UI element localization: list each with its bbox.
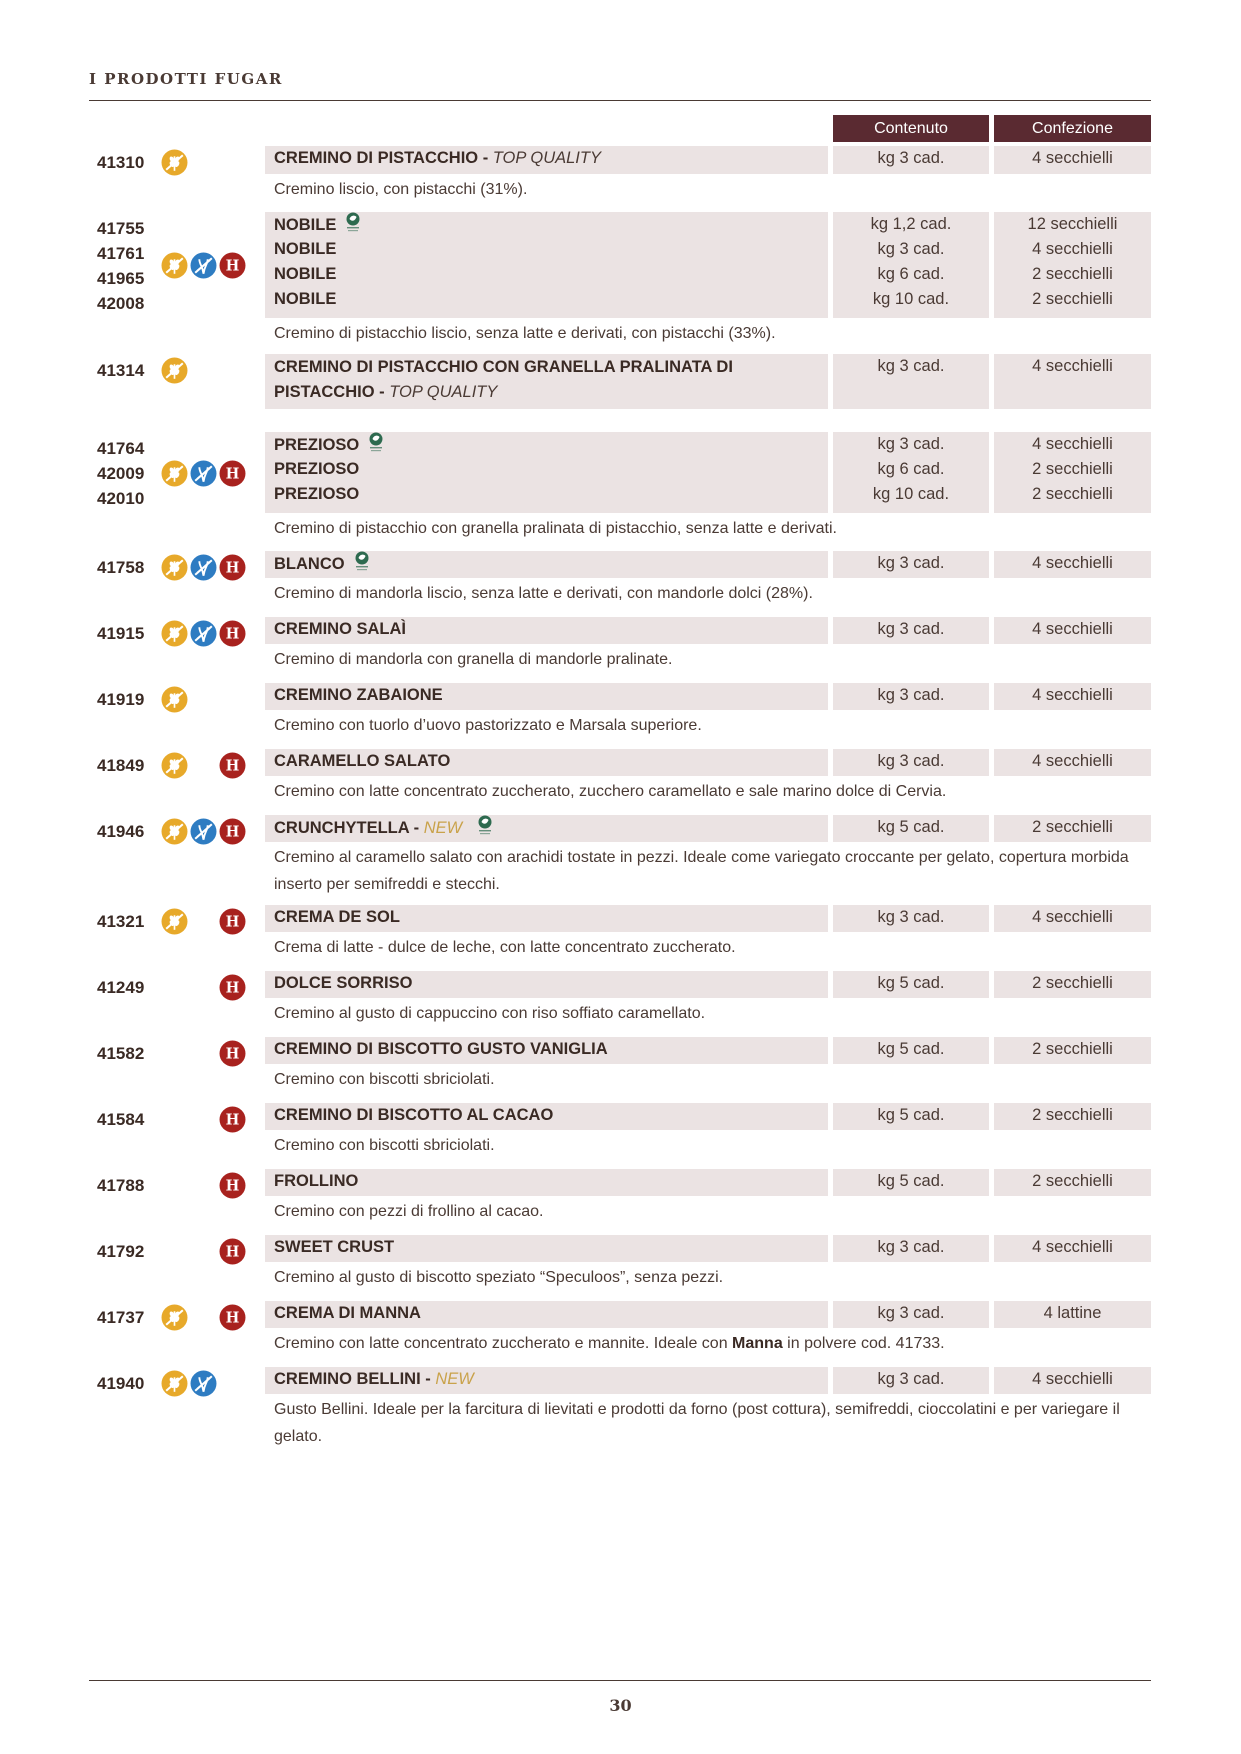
confezione-cell [994,749,1151,776]
confezione-cell [994,1235,1151,1262]
product-icons [161,1040,261,1068]
product-name [265,287,828,312]
svg-text:H: H [225,625,240,643]
product-description: Cremino con tuorlo d’uovo pastorizzato e Marsala superiore. [274,717,702,734]
vegan-icon [190,554,218,582]
product-name-cell [265,1301,828,1328]
vegan-icon [190,1370,218,1398]
product-icons [161,908,261,936]
contenuto-cell [833,1103,989,1130]
product-icons [161,1304,261,1332]
product-name [265,749,828,774]
hot-process-icon [219,1106,247,1134]
confezione-cell [994,971,1151,998]
confezione-cell [994,212,1151,318]
contenuto-value: kg 1,2 cad. [870,215,952,233]
description-text: in polvere cod. 41733. [782,1335,945,1352]
product-name [265,1169,828,1194]
product-name-cell [265,432,828,513]
product-name [265,354,828,405]
gluten-free-icon [161,1304,189,1332]
svg-text:H: H [225,1243,240,1261]
product-name-cell [265,905,828,932]
confezione-value: 4 lattine [1043,1304,1102,1322]
contenuto-cell [833,146,989,174]
confezione-cell [994,1037,1151,1064]
hot-process-icon [219,620,247,648]
contenuto-value: kg 5 cad. [877,818,945,836]
product-description: Cremino al gusto di cappuccino con riso soffiato caramellato. [274,1005,706,1022]
product-entry [0,1367,1241,1451]
svg-text:H: H [225,1309,240,1327]
product-description: Cremino di pistacchio liscio, senza latte e derivati, con pistacchi (33%). [274,325,776,342]
product-name [265,1103,828,1128]
confezione-value: 2 secchielli [1032,818,1113,836]
hot-process-icon [219,1040,247,1068]
product-name-text: CREMINO DI BISCOTTO GUSTO VANIGLIA [274,1040,608,1058]
product-name-cell [265,617,828,644]
product-icons [161,149,261,177]
product-name-text: NOBILE [274,290,337,308]
product-name [265,1367,828,1392]
confezione-cell [994,146,1151,174]
product-name [265,905,828,930]
confezione-value: 2 secchielli [1032,974,1113,992]
gluten-free-icon [161,752,189,780]
product-codes [97,436,163,511]
product-code: 42009 [97,464,145,483]
contenuto-cell [833,905,989,932]
svg-text:H: H [225,1045,240,1063]
page-number: 30 [609,1696,632,1715]
contenuto-value: kg 3 cad. [877,149,945,167]
product-name [265,617,828,642]
product-code: 41761 [97,244,145,263]
product-codes [97,1173,163,1198]
gluten-free-icon [161,460,189,488]
product-code: 41314 [97,361,145,380]
product-description: Cremino al caramello salato con arachidi tostate in pezzi. Ideale come variegato croccante per gelato, copertura morbida inserto per semifreddi e stecchi. [274,849,1129,893]
svg-text:H: H [225,1111,240,1129]
product-description: Cremino con latte concentrato zuccherato, zucchero caramellato e sale marino dolce di Cervia. [274,783,947,800]
hot-process-icon [219,818,247,846]
gluten-free-icon [161,686,189,714]
hot-process-icon [219,1238,247,1266]
product-code: 41584 [97,1110,145,1129]
product-code: 41755 [97,219,145,238]
confezione-value: 2 secchielli [1032,485,1113,503]
product-entry [0,354,1241,409]
product-name [265,482,828,507]
confezione-value: 4 secchielli [1032,554,1113,572]
product-name-cell [265,1367,828,1394]
product-name [265,683,828,708]
confezione-cell [994,551,1151,578]
product-name-text: CREMINO DI BISCOTTO AL CACAO [274,1106,554,1124]
svg-text:H: H [225,257,240,275]
contenuto-cell [833,1169,989,1196]
product-name-cell [265,354,828,409]
product-description: Gusto Bellini. Ideale per la farcitura di lievitati e prodotti da forno (post cottura), semifreddi, cioccolatini e per variegare il gelato. [274,1401,1120,1445]
leaf-certification-icon [476,815,494,845]
product-name-text: BLANCO [274,555,345,573]
product-description: Cremino con pezzi di frollino al cacao. [274,1203,544,1220]
product-codes [97,975,163,1000]
leaf-certification-icon [344,212,362,242]
product-description: Cremino di pistacchio con granella pralinata di pistacchio, senza latte e derivati. [274,520,837,537]
product-description: Cremino di mandorla con granella di mandorle pralinate. [274,651,673,668]
confezione-value: 2 secchielli [1032,1106,1113,1124]
confezione-value: 4 secchielli [1032,752,1113,770]
product-name-text: FROLLINO [274,1172,359,1190]
hot-process-icon [219,554,247,582]
product-code: 41310 [97,153,145,172]
vegan-icon [190,620,218,648]
product-name-cell [265,815,828,842]
product-icons [161,620,261,648]
product-name-text: CREMINO DI PISTACCHIO - [274,149,493,167]
hot-process-icon [219,1304,247,1332]
contenuto-cell [833,617,989,644]
contenuto-cell [833,1301,989,1328]
page-header-title: I PRODOTTI FUGAR [89,70,283,88]
product-name-cell [265,1235,828,1262]
product-code: 41915 [97,624,145,643]
product-codes [97,621,163,646]
confezione-value: 4 secchielli [1032,357,1113,375]
product-name [265,457,828,482]
product-name [265,1301,828,1326]
product-name-text: CREMINO BELLINI - [274,1370,436,1388]
contenuto-value: kg 10 cad. [872,290,950,308]
product-icons [161,974,261,1002]
product-description [274,1330,1151,1357]
product-name-cell [265,683,828,710]
svg-text:H: H [225,757,240,775]
product-codes [97,1239,163,1264]
contenuto-value: kg 3 cad. [877,620,945,638]
product-name-text: CREMINO DI PISTACCHIO CON GRANELLA PRALINATA DI PISTACCHIO - [274,358,733,401]
product-code: 41758 [97,558,145,577]
product-code: 41249 [97,978,145,997]
contenuto-value: kg 3 cad. [877,686,945,704]
footer-divider [89,1680,1151,1681]
confezione-value: 4 secchielli [1032,149,1113,167]
product-code: 42008 [97,294,145,313]
new-badge: NEW [423,819,463,837]
contenuto-value: kg 3 cad. [877,357,945,375]
product-codes [97,819,163,844]
column-header-confezione: Confezione [994,115,1151,142]
product-name-text: CREMINO SALAÌ [274,620,406,638]
product-code: 41940 [97,1374,145,1393]
top-quality-tag: TOP QUALITY [389,383,498,401]
product-icons [161,357,261,385]
product-reference: Manna [732,1335,783,1352]
product-code: 41792 [97,1242,145,1261]
confezione-cell [994,683,1151,710]
product-name-cell [265,1037,828,1064]
product-name-text: PREZIOSO [274,436,360,454]
hot-process-icon [219,252,247,280]
contenuto-value: kg 3 cad. [877,554,945,572]
contenuto-cell [833,432,989,513]
vegan-icon [190,818,218,846]
product-code: 42010 [97,489,145,508]
product-name-cell [265,551,828,578]
product-codes [97,555,163,580]
contenuto-value: kg 3 cad. [877,1304,945,1322]
gluten-free-icon [161,149,189,177]
product-code: 41788 [97,1176,145,1195]
gluten-free-icon [161,554,189,582]
product-description: Crema di latte - dulce de leche, con latte concentrato zuccherato. [274,939,736,956]
product-name-cell [265,971,828,998]
hot-process-icon [219,460,247,488]
svg-text:H: H [225,913,240,931]
product-name-text: CREMINO ZABAIONE [274,686,443,704]
product-icons [161,1238,261,1266]
product-codes [97,687,163,712]
svg-text:H: H [225,979,240,997]
product-name [265,1235,828,1260]
product-icons [161,818,261,846]
product-icons [161,460,261,488]
product-name-cell [265,146,828,174]
confezione-value: 4 secchielli [1032,435,1113,453]
product-code: 41965 [97,269,145,288]
description-text: Cremino con latte concentrato zuccherato e mannite. Ideale con [274,1335,733,1352]
contenuto-cell [833,212,989,318]
contenuto-value: kg 6 cad. [877,265,945,283]
svg-text:H: H [225,465,240,483]
product-code: 41919 [97,690,145,709]
contenuto-value: kg 3 cad. [877,435,945,453]
confezione-value: 4 secchielli [1032,1238,1113,1256]
product-codes [97,909,163,934]
confezione-value: 2 secchielli [1032,290,1113,308]
product-name-cell [265,1169,828,1196]
product-name-text: CRUNCHYTELLA - [274,819,424,837]
product-entry [0,815,1241,899]
confezione-cell [994,1301,1151,1328]
product-codes [97,358,163,383]
product-icons [161,752,261,780]
contenuto-value: kg 3 cad. [877,752,945,770]
product-name [265,432,828,457]
product-codes [97,1305,163,1330]
contenuto-value: kg 5 cad. [877,1172,945,1190]
confezione-value: 4 secchielli [1032,620,1113,638]
vegan-icon [190,460,218,488]
hot-process-icon [219,752,247,780]
product-code: 41849 [97,756,145,775]
product-name-text: PREZIOSO [274,485,360,503]
contenuto-value: kg 3 cad. [877,240,945,258]
confezione-cell [994,432,1151,513]
product-name-text: CREMA DE SOL [274,908,400,926]
leaf-certification-icon [353,551,371,581]
product-code: 41764 [97,439,145,458]
product-icons [161,1172,261,1200]
gluten-free-icon [161,818,189,846]
product-description: Cremino liscio, con pistacchi (31%). [274,181,528,198]
product-name-cell [265,749,828,776]
product-codes [97,1107,163,1132]
confezione-value: 12 secchielli [1027,215,1118,233]
product-name-text: NOBILE [274,216,337,234]
product-name [265,212,828,237]
product-codes [97,216,163,316]
confezione-value: 2 secchielli [1032,265,1113,283]
product-name-text: NOBILE [274,240,337,258]
product-name-text: NOBILE [274,265,337,283]
contenuto-cell [833,683,989,710]
gluten-free-icon [161,252,189,280]
confezione-value: 4 secchielli [1032,686,1113,704]
product-name [265,551,828,576]
product-description: Cremino con biscotti sbriciolati. [274,1071,495,1088]
product-codes [97,753,163,778]
confezione-value: 4 secchielli [1032,1370,1113,1388]
hot-process-icon [219,1172,247,1200]
product-name-cell [265,212,828,318]
gluten-free-icon [161,1370,189,1398]
confezione-cell [994,1169,1151,1196]
product-icons [161,1106,261,1134]
product-icons [161,1370,261,1398]
hot-process-icon [219,974,247,1002]
contenuto-value: kg 6 cad. [877,460,945,478]
vegan-icon [190,252,218,280]
gluten-free-icon [161,357,189,385]
confezione-value: 4 secchielli [1032,908,1113,926]
contenuto-value: kg 3 cad. [877,1370,945,1388]
confezione-cell [994,815,1151,842]
gluten-free-icon [161,908,189,936]
hot-process-icon [219,908,247,936]
confezione-value: 2 secchielli [1032,1172,1113,1190]
contenuto-value: kg 10 cad. [872,485,950,503]
product-name-text: DOLCE SORRISO [274,974,413,992]
confezione-value: 2 secchielli [1032,460,1113,478]
contenuto-value: kg 3 cad. [877,1238,945,1256]
product-codes [97,1041,163,1066]
confezione-value: 2 secchielli [1032,1040,1113,1058]
gluten-free-icon [161,620,189,648]
contenuto-cell [833,749,989,776]
product-code: 41321 [97,912,145,931]
svg-text:H: H [225,823,240,841]
new-badge: NEW [435,1370,474,1388]
product-code: 41737 [97,1308,145,1327]
contenuto-value: kg 5 cad. [877,974,945,992]
product-code: 41582 [97,1044,145,1063]
product-name-text: PREZIOSO [274,460,360,478]
contenuto-cell [833,1367,989,1394]
product-description: Cremino di mandorla liscio, senza latte e derivati, con mandorle dolci (28%). [274,585,813,602]
product-name-cell [265,1103,828,1130]
product-codes [97,150,163,175]
product-entry [0,212,1241,375]
product-name [265,1037,828,1062]
contenuto-cell [833,1037,989,1064]
confezione-cell [994,617,1151,644]
contenuto-cell [833,354,989,409]
product-icons [161,554,261,582]
product-icons [161,252,261,280]
product-name [265,815,828,840]
column-header-contenuto: Contenuto [833,115,989,142]
svg-text:H: H [225,1177,240,1195]
product-description: Cremino con biscotti sbriciolati. [274,1137,495,1154]
contenuto-value: kg 3 cad. [877,908,945,926]
contenuto-value: kg 5 cad. [877,1106,945,1124]
product-icons [161,686,261,714]
product-name-text: SWEET CRUST [274,1238,395,1256]
product-codes [97,1371,163,1396]
contenuto-value: kg 5 cad. [877,1040,945,1058]
product-name-text: CARAMELLO SALATO [274,752,451,770]
contenuto-cell [833,1235,989,1262]
product-entry [0,432,1241,570]
product-name-text: CREMA DI MANNA [274,1304,421,1322]
confezione-cell [994,905,1151,932]
contenuto-cell [833,971,989,998]
product-code: 41946 [97,822,145,841]
contenuto-cell [833,551,989,578]
confezione-cell [994,1367,1151,1394]
leaf-certification-icon [367,432,385,462]
svg-text:H: H [225,559,240,577]
product-description: Cremino al gusto di biscotto speziato “Speculoos”, senza pezzi. [274,1269,724,1286]
confezione-cell [994,1103,1151,1130]
confezione-value: 4 secchielli [1032,240,1113,258]
contenuto-cell [833,815,989,842]
top-quality-tag: TOP QUALITY [492,149,601,167]
confezione-cell [994,354,1151,409]
product-name [265,971,828,996]
product-name [265,262,828,287]
product-name [265,146,828,171]
